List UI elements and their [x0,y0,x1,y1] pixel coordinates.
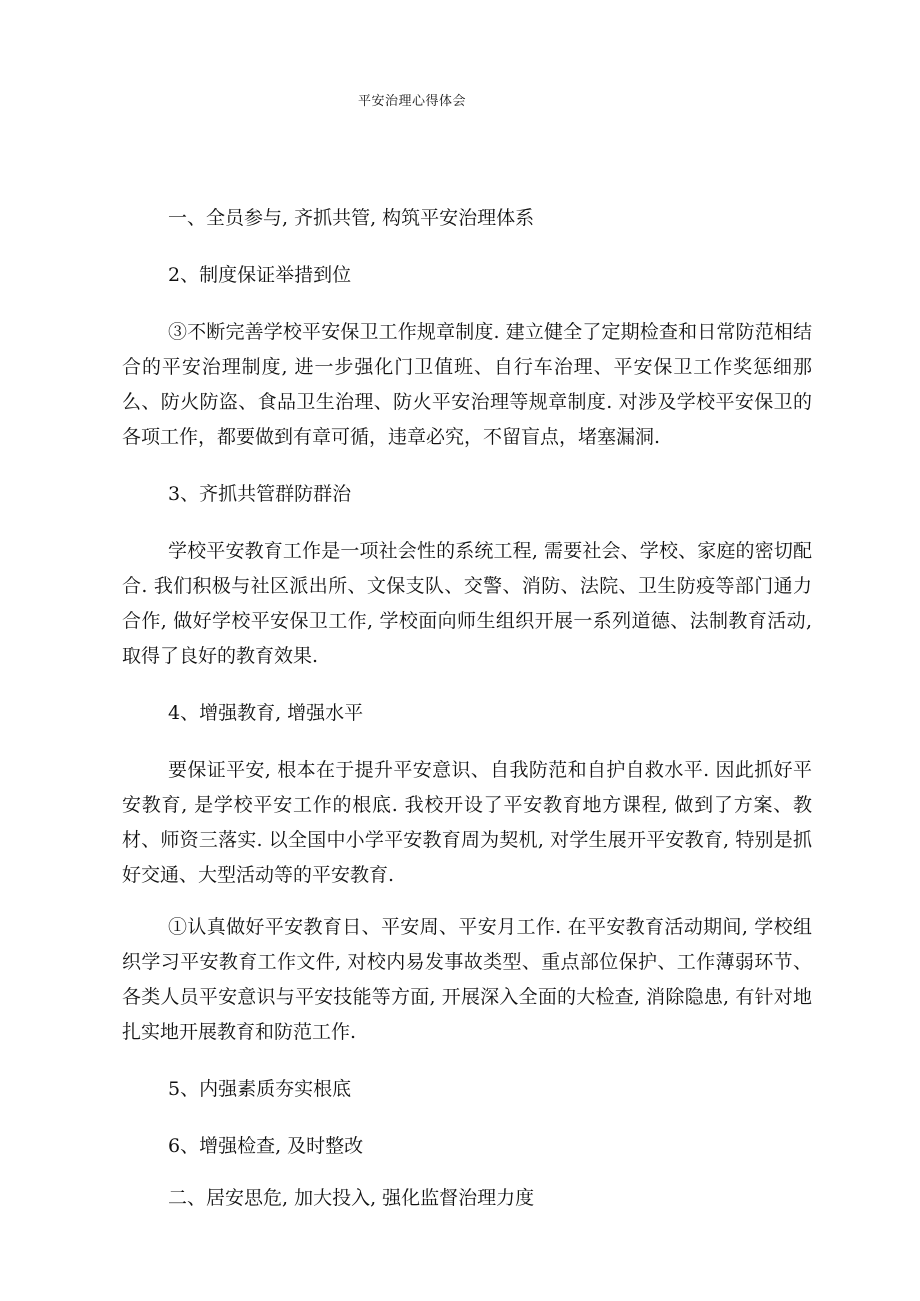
section-heading: 5、内强素质夯实根底 [168,1078,352,1100]
paragraph: ③不断完善学校平安保卫工作规章制度. 建立健全了定期检查和日常防范相结合的平安治理制度, 进一步强化门卫值班、自行车治理、平安保卫工作奖惩细那么、防火防盗、食品卫生治理、防火平安治理等规章制度. 对涉及学校平安保卫的各项工作，都要做到有章可循，违章必究，不留盲点，堵塞漏洞. [122,321,812,448]
page-header-title: 平安治理心得体会 [358,94,467,109]
paragraph: 要保证平安, 根本在于提升平安意识、自我防范和自护自救水平. 因此抓好平安教育, 是学校平安工作的根底. 我校开设了平安教育地方课程, 做到了方案、教材、师资三落实. 以全国中小学平安教育周为契机, 对学生展开平安教育, 特别是抓好交通、大型活动等的平安教育. [122,759,812,886]
section-heading: 6、增强检查, 及时整改 [168,1135,364,1157]
section-heading: 2、制度保证举措到位 [168,264,352,286]
section-heading: 3、齐抓共管群防群治 [168,483,352,505]
document-body [122,201,812,1216]
section-heading: 二、居安思危, 加大投入, 强化监督治理力度 [168,1187,535,1209]
paragraph: ①认真做好平安教育日、平安周、平安月工作. 在平安教育活动期间, 学校组织学习平安教育工作文件, 对校内易发事故类型、重点部位保护、工作薄弱环节、各类人员平安意识与平安技能等方面, 开展深入全面的大检查, 消除隐患, 有针对地扎实地开展教育和防范工作. [122,916,812,1043]
section-heading: 一、全员参与, 齐抓共管, 构筑平安治理体系 [168,207,535,229]
section-heading: 4、增强教育, 增强水平 [168,702,364,724]
paragraph: 学校平安教育工作是一项社会性的系统工程, 需要社会、学校、家庭的密切配合. 我们积极与社区派出所、文保支队、交警、消防、法院、卫生防疫等部门通力合作, 做好学校平安保卫工作, 学校面向师生组织开展一系列道德、法制教育活动, 取得了良好的教育效果. [122,540,812,667]
